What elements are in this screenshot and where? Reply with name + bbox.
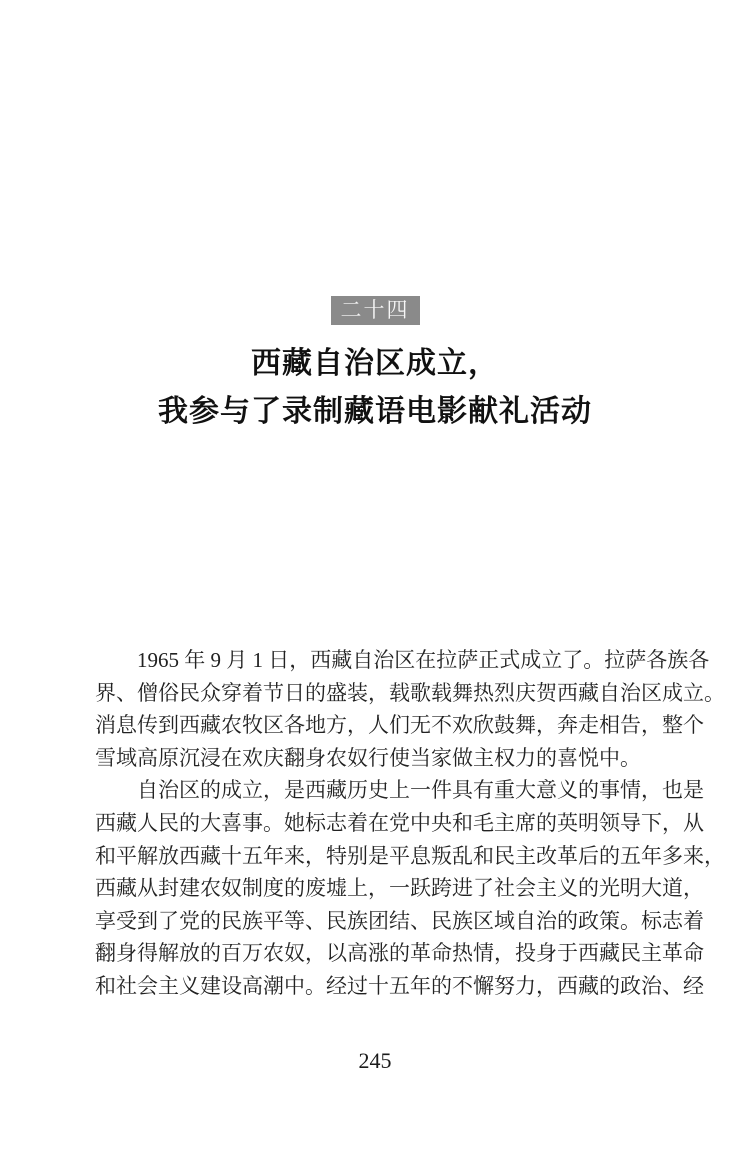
body-line: 西藏人民的大喜事。她标志着在党中央和毛主席的英明领导下，从 bbox=[95, 810, 704, 835]
body-line: 和社会主义建设高潮中。经过十五年的不懈努力，西藏的政治、经 bbox=[95, 973, 704, 998]
chapter-number-badge: 二十四 bbox=[331, 296, 420, 325]
chapter-title-line-1: 西藏自治区成立， bbox=[251, 347, 499, 380]
body-line: 1965 年 9 月 1 日，西藏自治区在拉萨正式成立了。拉萨各族各 bbox=[137, 648, 710, 672]
body-line: 界、僧俗民众穿着节日的盛装，载歌载舞热烈庆贺西藏自治区成立。 bbox=[95, 680, 725, 705]
body-line: 自治区的成立，是西藏历史上一件具有重大意义的事情，也是 bbox=[137, 778, 704, 803]
body-line: 西藏从封建农奴制度的废墟上，一跃跨进了社会主义的光明大道， bbox=[95, 876, 704, 901]
body-line: 消息传到西藏农牧区各地方，人们无不欢欣鼓舞，奔走相告，整个 bbox=[95, 713, 704, 738]
chapter-number-row bbox=[0, 296, 750, 325]
page-number: 245 bbox=[358, 1048, 392, 1073]
chapter-title bbox=[0, 340, 750, 436]
body-line: 享受到了党的民族平等、民族团结、民族区域自治的政策。标志着 bbox=[95, 908, 704, 933]
body-line: 雪域高原沉浸在欢庆翻身农奴行使当家做主权力的喜悦中。 bbox=[95, 745, 641, 770]
body-line: 和平解放西藏十五年来，特别是平息叛乱和民主改革后的五年多来， bbox=[95, 843, 725, 868]
chapter-title-line-2: 我参与了录制藏语电影献礼活动 bbox=[158, 395, 592, 428]
body-text bbox=[95, 644, 725, 1003]
body-line: 翻身得解放的百万农奴，以高涨的革命热情，投身于西藏民主革命 bbox=[95, 941, 704, 966]
